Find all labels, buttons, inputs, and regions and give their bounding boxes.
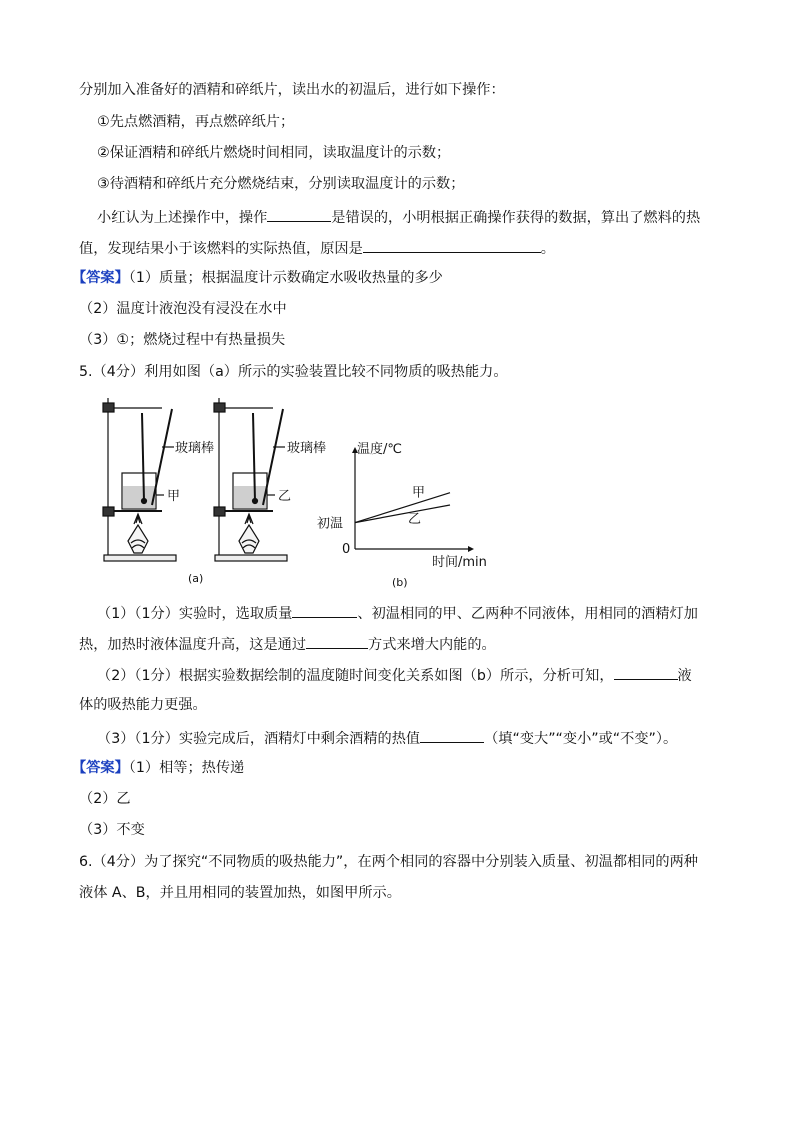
ring-clamp [214,507,225,516]
q5-sub2-line-1 [97,664,692,686]
q4-step-1: ①先点燃酒精，再点燃碎纸片； [97,114,295,130]
q4-intro: 分别加入准备好的酒精和碎纸片，读出水的初温后，进行如下操作： [79,82,505,98]
q5-sub3-text-b: （填“变大”“变小”或“不变”）。 [484,731,678,747]
stand-base [104,555,176,561]
q5-answer-1: （1）相等；热传递 [128,760,245,776]
q5-blank-method[interactable] [306,633,368,649]
rod-label-2: 玻璃棒 [287,441,327,456]
q4-blank-wrong-step[interactable] [267,206,331,222]
thermometer-bulb [142,499,147,504]
q4-p1-text-b: 是错误的，小明根据正确操作获得的数据，算出了燃料的热 [331,210,701,226]
q4-answer-line-1 [72,268,443,288]
clamp [103,403,114,412]
series-label-2: 乙 [408,512,422,527]
alcohol-lamp [239,525,259,553]
q4-p1-text-a: 小红认为上述操作中，操作 [97,210,268,226]
series-label-1: 甲 [412,485,426,501]
flame [134,514,142,524]
q5-answer-2: （2）乙 [79,791,131,807]
flame [245,514,253,524]
q5-sub1-text-a: （1）（1分）实验时，选取质量 [97,606,293,622]
q4-answer-label: 【答案】 [72,270,129,286]
initial-temp-label: 初温 [317,516,344,532]
alcohol-lamp [128,525,148,553]
chart-b [317,441,487,570]
q4-p2-text-a: 值，发现结果小于该燃料的实际热值，原因是 [79,241,363,257]
q5-answer-line-1 [72,758,244,778]
apparatus-a-left [103,398,176,561]
caption-b: (b) [392,576,408,588]
thermometer-bulb [253,499,258,504]
ring-clamp [103,507,114,516]
q4-p2-text-b: 。 [540,241,555,257]
q5-sub3-text-a: （3）（1分）实验完成后，酒精灯中剩余酒精的热值 [97,731,421,747]
q5-sub2-text-b: 液 [677,668,692,684]
q5-answer-3: （3）不变 [79,822,145,838]
x-axis-label: 时间/min [432,555,487,570]
stand-base [215,555,287,561]
beaker-liquid [123,486,155,508]
origin-label: 0 [342,542,351,557]
q4-answer-1: （1）质量；根据温度计示数确定水吸收热量的多少 [128,270,443,286]
q5-sub1-text-c: 热，加热时液体温度升高，这是通过 [79,637,307,653]
y-axis-label: 温度/℃ [357,442,402,457]
q4-step-3: ③待酒精和碎纸片充分燃烧结束，分别读取温度计的示数； [97,176,465,192]
q5-title: 5.（4分）利用如图（a）所示的实验装置比较不同物质的吸热能力。 [79,364,508,380]
apparatus-a-right [214,398,287,561]
q4-blank-reason[interactable] [363,237,541,253]
q5-sub1-text-d: 方式来增大内能的。 [368,637,496,653]
q6-line-2: 液体 A、B，并且用相同的装置加热，如图甲所示。 [79,885,401,901]
q5-sub3-line [97,727,677,749]
q5-answer-label: 【答案】 [72,760,129,776]
caption-a: (a) [188,572,204,585]
q4-answer-3: （3）①；燃烧过程中有热量损失 [79,332,286,348]
q4-paragraph-line-2 [79,237,555,259]
q5-blank-mass[interactable] [292,602,357,618]
q5-sub2-text-a: （2）（1分）根据实验数据绘制的温度随时间变化关系如图（b）所示，分析可知， [97,668,614,684]
q5-blank-liquid[interactable] [614,664,678,680]
q5-sub2-line-2: 体的吸热能力更强。 [79,697,207,713]
liquid-label-jia: 甲 [167,489,181,504]
q5-sub1-line-2 [79,633,496,655]
rod-label-1: 玻璃棒 [175,441,215,456]
q5-sub1-text-b: 、初温相同的甲、乙两种不同液体，用相同的酒精灯加 [357,606,698,622]
q4-answer-2: （2）温度计液泡没有浸没在水中 [79,301,287,317]
x-axis-arrow [468,546,474,552]
q6-title: 6.（4分）为了探究“不同物质的吸热能力”，在两个相同的容器中分别装入质量、初温都相同的两种 [79,854,698,870]
q4-step-2: ②保证酒精和碎纸片燃烧时间相同，读取温度计的示数； [97,145,451,161]
q5-sub1-line-1 [97,602,698,624]
q5-figure [100,393,500,588]
q5-blank-heat-value[interactable] [420,727,484,743]
beaker-liquid [234,486,266,508]
liquid-label-yi: 乙 [278,489,292,504]
q4-paragraph-line-1 [97,206,700,228]
clamp [214,403,225,412]
